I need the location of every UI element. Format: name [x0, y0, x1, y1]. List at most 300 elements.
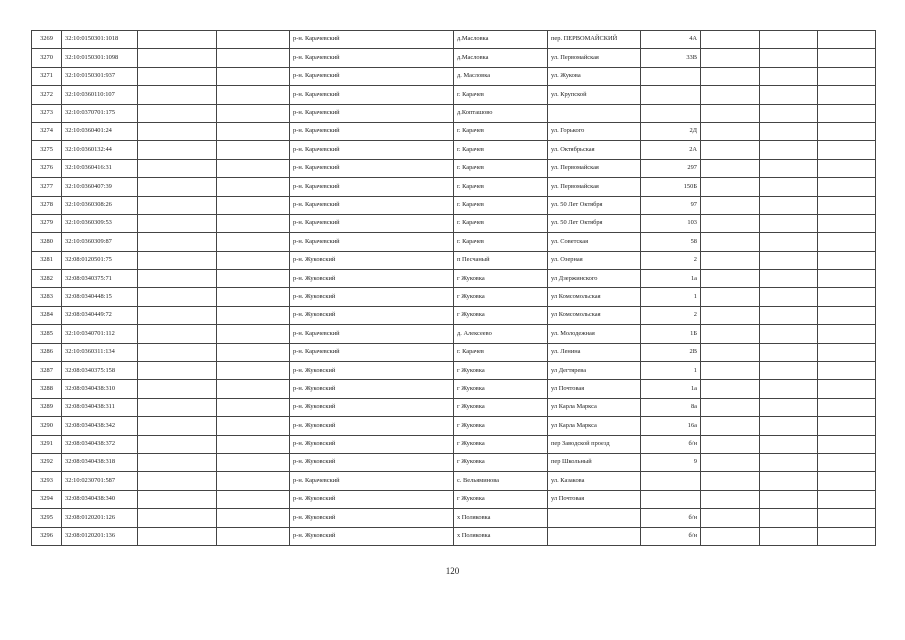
empty-cell [760, 122, 818, 140]
row-number: 3287 [32, 362, 62, 380]
house-number: 9 [641, 453, 701, 471]
empty-cell [701, 122, 760, 140]
empty-cell [138, 288, 217, 306]
house-number: 150Б [641, 178, 701, 196]
empty-cell [217, 214, 290, 232]
empty-cell [818, 306, 876, 324]
empty-cell [760, 251, 818, 269]
empty-cell [217, 527, 290, 545]
cadastral-number: 32:10:0150301:1018 [62, 31, 138, 49]
table-row [32, 490, 876, 508]
district-cell: р-н. Карачевский [290, 122, 454, 140]
house-number: 2В [641, 343, 701, 361]
empty-cell [217, 86, 290, 104]
row-number: 3283 [32, 288, 62, 306]
empty-cell [701, 196, 760, 214]
house-number: б/н [641, 527, 701, 545]
empty-cell [701, 86, 760, 104]
empty-cell [818, 178, 876, 196]
house-number: 8а [641, 398, 701, 416]
empty-cell [138, 141, 217, 159]
empty-cell [217, 435, 290, 453]
empty-cell [138, 86, 217, 104]
empty-cell [760, 398, 818, 416]
locality-cell: г. Карачев [454, 86, 548, 104]
table-row [32, 270, 876, 288]
street-cell: ул. Советская [548, 233, 641, 251]
row-number: 3285 [32, 325, 62, 343]
cadastral-number: 32:10:0360132:44 [62, 141, 138, 159]
district-cell: р-н. Карачевский [290, 325, 454, 343]
locality-cell: г. Карачев [454, 141, 548, 159]
house-number: 1 [641, 288, 701, 306]
house-number: б/н [641, 435, 701, 453]
empty-cell [701, 435, 760, 453]
empty-cell [760, 49, 818, 67]
street-cell [548, 527, 641, 545]
empty-cell [138, 104, 217, 122]
cadastral-number: 32:08:0340375:71 [62, 270, 138, 288]
locality-cell: г Жуковка [454, 362, 548, 380]
empty-cell [138, 398, 217, 416]
empty-cell [217, 453, 290, 471]
table-row [32, 178, 876, 196]
empty-cell [701, 104, 760, 122]
table-row [32, 233, 876, 251]
empty-cell [760, 490, 818, 508]
table-row [32, 159, 876, 177]
street-cell: ул. Крупской [548, 86, 641, 104]
empty-cell [701, 325, 760, 343]
empty-cell [818, 435, 876, 453]
empty-cell [818, 67, 876, 85]
empty-cell [701, 417, 760, 435]
table-body [32, 31, 876, 546]
empty-cell [818, 288, 876, 306]
empty-cell [138, 380, 217, 398]
cadastral-number: 32:08:0120501:75 [62, 251, 138, 269]
cadastral-number: 32:08:0340438:310 [62, 380, 138, 398]
row-number: 3293 [32, 472, 62, 490]
table-row [32, 141, 876, 159]
empty-cell [818, 417, 876, 435]
table-row [32, 67, 876, 85]
district-cell: р-н. Карачевский [290, 104, 454, 122]
district-cell: р-н. Карачевский [290, 141, 454, 159]
district-cell: р-н. Жуковский [290, 251, 454, 269]
locality-cell: д. Масловка [454, 67, 548, 85]
house-number [641, 86, 701, 104]
street-cell: ул. Ленина [548, 343, 641, 361]
cadastral-number: 32:10:0360407:39 [62, 178, 138, 196]
empty-cell [701, 490, 760, 508]
locality-cell: г Жуковка [454, 398, 548, 416]
row-number: 3271 [32, 67, 62, 85]
empty-cell [760, 362, 818, 380]
empty-cell [818, 31, 876, 49]
empty-cell [217, 417, 290, 435]
locality-cell: д. Алексеево [454, 325, 548, 343]
locality-cell: с. Вельяминова [454, 472, 548, 490]
cadastral-number: 32:08:0340438:318 [62, 453, 138, 471]
row-number: 3292 [32, 453, 62, 471]
empty-cell [818, 141, 876, 159]
empty-cell [138, 325, 217, 343]
locality-cell: г Жуковка [454, 380, 548, 398]
district-cell: р-н. Жуковский [290, 362, 454, 380]
empty-cell [138, 49, 217, 67]
empty-cell [760, 306, 818, 324]
table-row [32, 122, 876, 140]
row-number: 3291 [32, 435, 62, 453]
table-row [32, 214, 876, 232]
street-cell: ул. Октябрьская [548, 141, 641, 159]
row-number: 3273 [32, 104, 62, 122]
locality-cell: г Жуковка [454, 417, 548, 435]
cadastral-number: 32:08:0340448:15 [62, 288, 138, 306]
row-number: 3289 [32, 398, 62, 416]
empty-cell [818, 233, 876, 251]
row-number: 3281 [32, 251, 62, 269]
street-cell: пер Школьный [548, 453, 641, 471]
street-cell: ул. Молодежная [548, 325, 641, 343]
empty-cell [138, 251, 217, 269]
registry-table [31, 30, 876, 546]
empty-cell [818, 86, 876, 104]
empty-cell [217, 159, 290, 177]
street-cell: ул Почтовая [548, 490, 641, 508]
empty-cell [818, 49, 876, 67]
house-number: 1а [641, 380, 701, 398]
cadastral-number: 32:08:0340375:158 [62, 362, 138, 380]
cadastral-number: 32:10:0360110:107 [62, 86, 138, 104]
empty-cell [760, 288, 818, 306]
district-cell: р-н. Жуковский [290, 288, 454, 306]
empty-cell [701, 527, 760, 545]
empty-cell [701, 31, 760, 49]
row-number: 3278 [32, 196, 62, 214]
table-row [32, 31, 876, 49]
locality-cell: г. Карачев [454, 159, 548, 177]
locality-cell: г Жуковка [454, 306, 548, 324]
house-number: 2Д [641, 122, 701, 140]
district-cell: р-н. Карачевский [290, 178, 454, 196]
house-number [641, 104, 701, 122]
district-cell: р-н. Жуковский [290, 417, 454, 435]
table-row [32, 417, 876, 435]
district-cell: р-н. Карачевский [290, 196, 454, 214]
empty-cell [217, 343, 290, 361]
empty-cell [818, 251, 876, 269]
cadastral-number: 32:10:0360308:26 [62, 196, 138, 214]
empty-cell [217, 67, 290, 85]
table-row [32, 435, 876, 453]
locality-cell: г. Карачев [454, 122, 548, 140]
row-number: 3295 [32, 509, 62, 527]
empty-cell [217, 122, 290, 140]
empty-cell [217, 472, 290, 490]
empty-cell [818, 527, 876, 545]
empty-cell [818, 380, 876, 398]
row-number: 3272 [32, 86, 62, 104]
empty-cell [760, 86, 818, 104]
empty-cell [760, 453, 818, 471]
street-cell: ул. Жукова [548, 67, 641, 85]
row-number: 3286 [32, 343, 62, 361]
locality-cell: г Жуковка [454, 453, 548, 471]
table-row [32, 325, 876, 343]
district-cell: р-н. Жуковский [290, 380, 454, 398]
empty-cell [760, 435, 818, 453]
empty-cell [818, 104, 876, 122]
row-number: 3290 [32, 417, 62, 435]
row-number: 3296 [32, 527, 62, 545]
row-number: 3280 [32, 233, 62, 251]
district-cell: р-н. Карачевский [290, 233, 454, 251]
row-number: 3284 [32, 306, 62, 324]
district-cell: р-н. Карачевский [290, 49, 454, 67]
empty-cell [701, 251, 760, 269]
empty-cell [217, 398, 290, 416]
empty-cell [138, 178, 217, 196]
locality-cell: г. Карачев [454, 196, 548, 214]
district-cell: р-н. Жуковский [290, 306, 454, 324]
house-number: б/н [641, 509, 701, 527]
empty-cell [217, 233, 290, 251]
locality-cell: п Песчаный [454, 251, 548, 269]
empty-cell [760, 214, 818, 232]
cadastral-number: 32:08:0340449:72 [62, 306, 138, 324]
cadastral-number: 32:08:0340438:342 [62, 417, 138, 435]
locality-cell: д.Масловка [454, 31, 548, 49]
empty-cell [138, 270, 217, 288]
row-number: 3275 [32, 141, 62, 159]
empty-cell [760, 343, 818, 361]
cadastral-number: 32:08:0120201:126 [62, 509, 138, 527]
table-row [32, 527, 876, 545]
empty-cell [818, 159, 876, 177]
street-cell: ул. Озерная [548, 251, 641, 269]
house-number [641, 67, 701, 85]
table-row [32, 472, 876, 490]
row-number: 3277 [32, 178, 62, 196]
empty-cell [701, 159, 760, 177]
table-row [32, 362, 876, 380]
table-row [32, 104, 876, 122]
empty-cell [760, 417, 818, 435]
street-cell [548, 104, 641, 122]
cadastral-number: 32:10:0340701:112 [62, 325, 138, 343]
locality-cell: г. Карачев [454, 214, 548, 232]
empty-cell [701, 306, 760, 324]
house-number: 1а [641, 270, 701, 288]
empty-cell [217, 251, 290, 269]
locality-cell: г Жуковка [454, 288, 548, 306]
street-cell: ул. Первомайская [548, 178, 641, 196]
cadastral-number: 32:10:0150301:1098 [62, 49, 138, 67]
house-number: 103 [641, 214, 701, 232]
row-number: 3288 [32, 380, 62, 398]
empty-cell [701, 398, 760, 416]
empty-cell [138, 453, 217, 471]
empty-cell [818, 490, 876, 508]
row-number: 3279 [32, 214, 62, 232]
row-number: 3274 [32, 122, 62, 140]
street-cell: ул. 50 Лет Октября [548, 214, 641, 232]
empty-cell [701, 380, 760, 398]
house-number: 16а [641, 417, 701, 435]
locality-cell: д.Копташово [454, 104, 548, 122]
empty-cell [217, 362, 290, 380]
empty-cell [138, 214, 217, 232]
cadastral-number: 32:08:0340438:311 [62, 398, 138, 416]
empty-cell [138, 490, 217, 508]
empty-cell [818, 398, 876, 416]
empty-cell [701, 49, 760, 67]
cadastral-number: 32:08:0120201:136 [62, 527, 138, 545]
empty-cell [138, 435, 217, 453]
street-cell: ул. Казакова [548, 472, 641, 490]
empty-cell [217, 490, 290, 508]
cadastral-number: 32:10:0360416:31 [62, 159, 138, 177]
empty-cell [760, 325, 818, 343]
empty-cell [217, 178, 290, 196]
house-number [641, 472, 701, 490]
street-cell: ул. Первомайская [548, 159, 641, 177]
house-number: 33В [641, 49, 701, 67]
empty-cell [701, 453, 760, 471]
cadastral-number: 32:10:0360311:134 [62, 343, 138, 361]
street-cell: ул Комсомольская [548, 306, 641, 324]
cadastral-number: 32:10:0360309:87 [62, 233, 138, 251]
empty-cell [760, 380, 818, 398]
street-cell: ул. 50 Лет Октября [548, 196, 641, 214]
empty-cell [701, 141, 760, 159]
empty-cell [701, 67, 760, 85]
table-row [32, 398, 876, 416]
street-cell: ул Почтовая [548, 380, 641, 398]
row-number: 3282 [32, 270, 62, 288]
table-row [32, 86, 876, 104]
empty-cell [138, 122, 217, 140]
locality-cell: д.Масловка [454, 49, 548, 67]
district-cell: р-н. Карачевский [290, 86, 454, 104]
empty-cell [701, 233, 760, 251]
empty-cell [217, 509, 290, 527]
locality-cell: г. Карачев [454, 178, 548, 196]
empty-cell [760, 472, 818, 490]
street-cell: ул. Горького [548, 122, 641, 140]
empty-cell [138, 362, 217, 380]
empty-cell [217, 380, 290, 398]
house-number: 4А [641, 31, 701, 49]
house-number: 97 [641, 196, 701, 214]
empty-cell [217, 288, 290, 306]
empty-cell [760, 527, 818, 545]
empty-cell [217, 196, 290, 214]
locality-cell: г. Карачев [454, 343, 548, 361]
empty-cell [138, 31, 217, 49]
empty-cell [818, 325, 876, 343]
empty-cell [701, 509, 760, 527]
table-row [32, 306, 876, 324]
cadastral-number: 32:10:0360309:53 [62, 214, 138, 232]
empty-cell [760, 159, 818, 177]
house-number: 1 [641, 362, 701, 380]
locality-cell: г Жуковка [454, 435, 548, 453]
locality-cell: г Жуковка [454, 490, 548, 508]
empty-cell [138, 159, 217, 177]
street-cell: ул Карла Маркса [548, 417, 641, 435]
empty-cell [138, 472, 217, 490]
table-row [32, 453, 876, 471]
cadastral-number: 32:10:0230701:587 [62, 472, 138, 490]
street-cell: пер Заводской проезд [548, 435, 641, 453]
empty-cell [818, 196, 876, 214]
district-cell: р-н. Карачевский [290, 31, 454, 49]
locality-cell: г. Карачев [454, 233, 548, 251]
street-cell [548, 509, 641, 527]
house-number: 58 [641, 233, 701, 251]
page-number: 120 [445, 566, 460, 576]
district-cell: р-н. Жуковский [290, 435, 454, 453]
empty-cell [217, 104, 290, 122]
empty-cell [701, 214, 760, 232]
table-row [32, 380, 876, 398]
empty-cell [760, 178, 818, 196]
empty-cell [818, 214, 876, 232]
empty-cell [818, 453, 876, 471]
empty-cell [217, 306, 290, 324]
empty-cell [818, 343, 876, 361]
house-number: 1Б [641, 325, 701, 343]
district-cell: р-н. Карачевский [290, 214, 454, 232]
table-row [32, 509, 876, 527]
table-row [32, 49, 876, 67]
district-cell: р-н. Жуковский [290, 270, 454, 288]
house-number: 2 [641, 251, 701, 269]
cadastral-number: 32:08:0340438:340 [62, 490, 138, 508]
empty-cell [701, 288, 760, 306]
empty-cell [760, 270, 818, 288]
row-number: 3276 [32, 159, 62, 177]
empty-cell [138, 306, 217, 324]
street-cell: ул Дегтярева [548, 362, 641, 380]
district-cell: р-н. Карачевский [290, 472, 454, 490]
district-cell: р-н. Карачевский [290, 159, 454, 177]
street-cell: ул Дзержинского [548, 270, 641, 288]
house-number: 2 [641, 306, 701, 324]
empty-cell [217, 141, 290, 159]
empty-cell [217, 270, 290, 288]
empty-cell [138, 527, 217, 545]
empty-cell [138, 417, 217, 435]
empty-cell [701, 362, 760, 380]
empty-cell [701, 178, 760, 196]
table-row [32, 196, 876, 214]
cadastral-number: 32:08:0340438:372 [62, 435, 138, 453]
empty-cell [760, 233, 818, 251]
empty-cell [760, 67, 818, 85]
empty-cell [818, 472, 876, 490]
empty-cell [760, 104, 818, 122]
empty-cell [138, 233, 217, 251]
cadastral-number: 32:10:0150301:937 [62, 67, 138, 85]
district-cell: р-н. Жуковский [290, 527, 454, 545]
empty-cell [701, 472, 760, 490]
empty-cell [138, 343, 217, 361]
empty-cell [818, 270, 876, 288]
